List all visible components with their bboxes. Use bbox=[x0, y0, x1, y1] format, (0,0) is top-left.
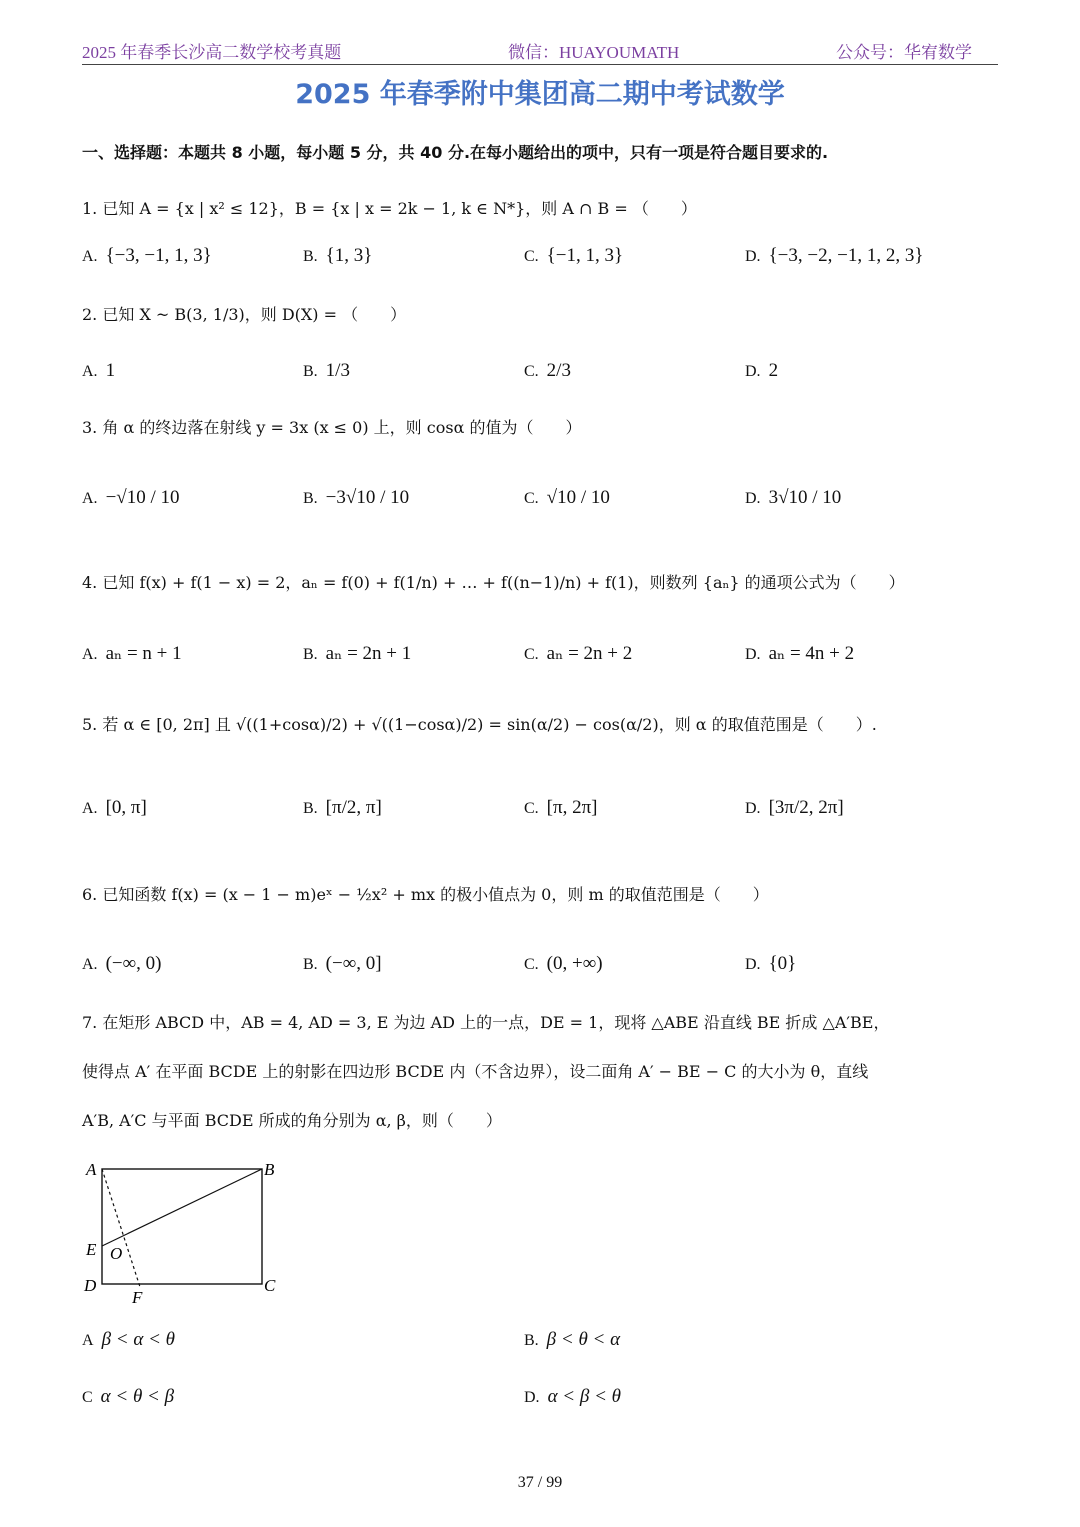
q1-option-a: A. {−3, −1, 1, 3} bbox=[82, 245, 212, 266]
q1-option-c: C. {−1, 1, 3} bbox=[524, 245, 624, 266]
q7-option-c: C α < θ < β bbox=[82, 1386, 175, 1407]
page-number: 37 / 99 bbox=[517, 1474, 563, 1491]
label-c: C bbox=[264, 1276, 276, 1295]
q1-option-d: D. {−3, −2, −1, 1, 2, 3} bbox=[745, 245, 924, 266]
question-7-line-1: 7. 在矩形 ABCD 中，AB = 4, AD = 3, E 为边 AD 上的一点，DE = 1，现将 △ABE 沿直线 BE 折成 △A′BE， bbox=[82, 1013, 890, 1032]
q2-option-d: D. 2 bbox=[745, 360, 779, 381]
section-heading: 一、选择题：本题共 8 小题，每小题 5 分，共 40 分.在每小题给出的项中，只有一项是符合题目要求的. bbox=[82, 143, 829, 162]
rectangle-abcd bbox=[102, 1169, 262, 1284]
header-right: 公众号：华宥数学 bbox=[836, 43, 972, 62]
question-7-line-2: 使得点 A′ 在平面 BCDE 上的射影在四边形 BCDE 内（不含边界），设二面角 A′ − BE − C 的大小为 θ，直线 bbox=[82, 1062, 869, 1081]
label-a: A bbox=[86, 1160, 97, 1179]
question-6-stem: 6. 已知函数 f(x) = (x − 1 − m)eˣ − ½x² + mx 的极小值点为 0，则 m 的取值范围是（ ） bbox=[82, 885, 769, 904]
q7-option-d: D. α < β < θ bbox=[524, 1386, 621, 1407]
q5-option-c: C. [π, 2π] bbox=[524, 797, 598, 818]
q4-option-c: C. aₙ = 2n + 2 bbox=[524, 643, 633, 664]
segment-be bbox=[102, 1169, 262, 1246]
q5-option-a: A. [0, π] bbox=[82, 797, 147, 818]
dashed-segment-af bbox=[102, 1169, 140, 1287]
rectangle-figure bbox=[82, 1155, 292, 1305]
question-1-stem: 1. 已知 A = {x | x² ≤ 12}，B = {x | x = 2k − 1, k ∈ N*}，则 A ∩ B = （ ） bbox=[82, 199, 697, 218]
q3-option-a: A. −√10 / 10 bbox=[82, 487, 180, 508]
q7-option-b: B. β < θ < α bbox=[524, 1329, 621, 1350]
page-title: 2025 年春季附中集团高二期中考试数学 bbox=[295, 79, 785, 110]
q5-option-d: D. [3π/2, 2π] bbox=[745, 797, 844, 818]
question-3-stem: 3. 角 α 的终边落在射线 y = 3x (x ≤ 0) 上，则 cosα 的值为（ ） bbox=[82, 418, 582, 437]
question-7-line-3: A′B, A′C 与平面 BCDE 所成的角分别为 α, β，则（ ） bbox=[82, 1111, 502, 1130]
question-5-stem: 5. 若 α ∈ [0, 2π] 且 √((1+cosα)/2) + √((1−cosα)/2) = sin(α/2) − cos(α/2)，则 α 的取值范围是（ ）. bbox=[82, 715, 877, 734]
q4-option-b: B. aₙ = 2n + 1 bbox=[303, 643, 412, 664]
header-rule bbox=[82, 64, 998, 65]
q6-option-a: A. (−∞, 0) bbox=[82, 953, 162, 974]
label-e: E bbox=[86, 1240, 97, 1259]
q2-option-a: A. 1 bbox=[82, 360, 116, 381]
q5-option-b: B. [π/2, π] bbox=[303, 797, 382, 818]
q2-option-c: C. 2/3 bbox=[524, 360, 571, 381]
label-f: F bbox=[132, 1288, 143, 1305]
q6-option-b: B. (−∞, 0] bbox=[303, 953, 382, 974]
q3-option-b: B. −3√10 / 10 bbox=[303, 487, 410, 508]
question-4-stem: 4. 已知 f(x) + f(1 − x) = 2，aₙ = f(0) + f(1/n) + … + f((n−1)/n) + f(1)，则数列 {aₙ} 的通项公式为（ ） bbox=[82, 573, 905, 592]
q4-option-d: D. aₙ = 4n + 2 bbox=[745, 643, 855, 664]
q6-option-c: C. (0, +∞) bbox=[524, 953, 603, 974]
q3-option-d: D. 3√10 / 10 bbox=[745, 487, 842, 508]
q6-option-d: D. {0} bbox=[745, 953, 797, 974]
q3-option-c: C. √10 / 10 bbox=[524, 487, 610, 508]
q1-option-b: B. {1, 3} bbox=[303, 245, 373, 266]
q4-option-a: A. aₙ = n + 1 bbox=[82, 643, 182, 664]
label-o: O bbox=[110, 1244, 123, 1263]
question-2-stem: 2. 已知 X ~ B(3, 1/3)，则 D(X) = （ ） bbox=[82, 305, 407, 324]
label-d: D bbox=[84, 1276, 97, 1295]
label-b: B bbox=[264, 1160, 275, 1179]
header-left: 2025 年春季长沙高二数学校考真题 bbox=[82, 43, 342, 62]
header-center: 微信：HUAYOUMATH bbox=[508, 43, 680, 62]
q7-option-a: A β < α < θ bbox=[82, 1329, 175, 1350]
q2-option-b: B. 1/3 bbox=[303, 360, 350, 381]
